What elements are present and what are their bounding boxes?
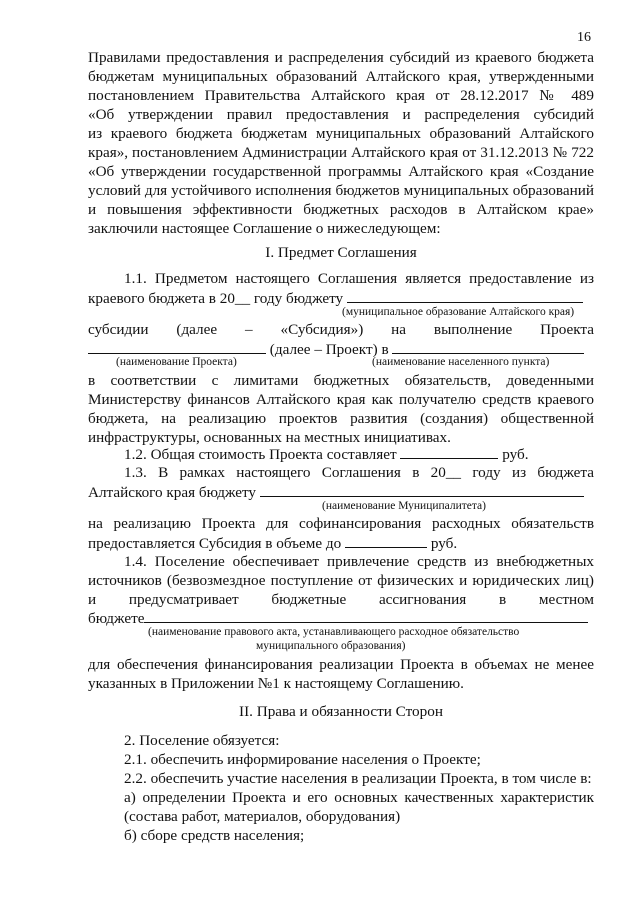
- list-item: б) сборе средств населения;: [124, 827, 305, 844]
- project-name-blank: [88, 339, 266, 354]
- intro-line: «Об утверждении правил предоставления и распределения субсидий: [88, 106, 594, 123]
- paragraph-line: Министерству финансов Алтайского края как получателю средств краевого: [88, 391, 594, 408]
- page-number: 16: [577, 30, 591, 45]
- intro-line: Правилами предоставления и распределения субсидий из краевого бюджета: [88, 49, 594, 66]
- list-item: 2.2. обеспечить участие населения в реализации Проекта, в том числе в:: [124, 770, 592, 787]
- caption-project: (наименование Проекта): [116, 356, 237, 368]
- paragraph-line: инфраструктуры, основанных на местных инициативах.: [88, 429, 451, 446]
- settlement-blank: [392, 339, 584, 354]
- paragraph-line: на реализацию Проекта для софинансирования расходных обязательств: [88, 515, 594, 532]
- intro-line: постановлением Правительства Алтайского края от 28.12.2017 № 489: [88, 87, 594, 104]
- paragraph-1-1-line2: краевого бюджета в 20__ году бюджету: [88, 288, 594, 307]
- list-item: 2. Поселение обязуется:: [124, 732, 280, 749]
- paragraph-1-1: 1.1. Предметом настоящего Соглашения является предоставление из: [124, 270, 594, 287]
- paragraph-1-4: 1.4. Поселение обеспечивает привлечение средств из внебюджетных: [124, 553, 594, 570]
- caption-settlement: (наименование населенного пункта): [372, 356, 550, 368]
- section-heading-1: I. Предмет Соглашения: [265, 244, 417, 261]
- intro-line: из краевого бюджета бюджетам муниципальных образований Алтайского: [88, 125, 594, 142]
- paragraph-line: бюджета, на реализацию проектов развития (создания) общественной: [88, 410, 594, 427]
- paragraph-line: и предусматривает бюджетные ассигнования в местном: [88, 591, 594, 608]
- paragraph-1-2: 1.2. Общая стоимость Проекта составляет руб.: [124, 446, 529, 463]
- paragraph-line: бюджете: [88, 608, 594, 627]
- subsidy-line: субсидии (далее – «Субсидия») на выполнение Проекта: [88, 321, 594, 338]
- caption-municipality: (муниципальное образование Алтайского края): [342, 306, 575, 318]
- paragraph-line: для обеспечения финансирования реализации Проекта в объемах не менее: [88, 656, 594, 673]
- intro-line: заключили настоящее Соглашение о нижеследующем:: [88, 220, 441, 237]
- project-line: (далее – Проект) в: [88, 339, 594, 358]
- paragraph-line: указанных в Приложении №1 к настоящему Соглашению.: [88, 675, 464, 692]
- municipalitet-blank: [260, 482, 584, 497]
- intro-line: «Об утверждении государственной программы Алтайского края «Создание: [88, 163, 594, 180]
- intro-line: условий для устойчивого исполнения бюджетов муниципальных образований: [88, 182, 594, 199]
- list-item: а) определении Проекта и его основных качественных характеристик: [124, 789, 594, 806]
- intro-line: края», постановлением Администрации Алтайского края от 31.12.2013 № 722: [88, 144, 594, 161]
- list-item: (состава работ, материалов, оборудования): [124, 808, 401, 825]
- intro-line: бюджетам муниципальных образований Алтайского края, утвержденными: [88, 68, 594, 85]
- paragraph-1-3: 1.3. В рамках настоящего Соглашения в 20__ году из бюджета: [124, 464, 594, 481]
- caption-municipalitet: (наименование Муниципалитета): [322, 500, 486, 512]
- intro-line: и повышения эффективности бюджетных расходов в Алтайском крае»: [88, 201, 594, 218]
- project-cost-blank: [400, 444, 498, 459]
- section-heading-2: II. Права и обязанности Сторон: [239, 703, 443, 720]
- subsidy-amount-blank: [345, 533, 427, 548]
- caption-legal-act-2: муниципального образования): [256, 640, 406, 652]
- municipality-blank: [347, 288, 583, 303]
- paragraph-line: предоставляется Субсидия в объеме до руб.: [88, 535, 458, 552]
- list-item: 2.1. обеспечить информирование населения о Проекте;: [124, 751, 481, 768]
- paragraph-1-3-line2: Алтайского края бюджету: [88, 482, 594, 501]
- paragraph-line: в соответствии с лимитами бюджетных обязательств, доведенными: [88, 372, 594, 389]
- legal-act-blank: [144, 608, 588, 623]
- caption-legal-act: (наименование правового акта, устанавливающего расходное обязательство: [148, 626, 520, 638]
- paragraph-line: источников (безвозмездное поступление от физических и юридических лиц): [88, 572, 594, 589]
